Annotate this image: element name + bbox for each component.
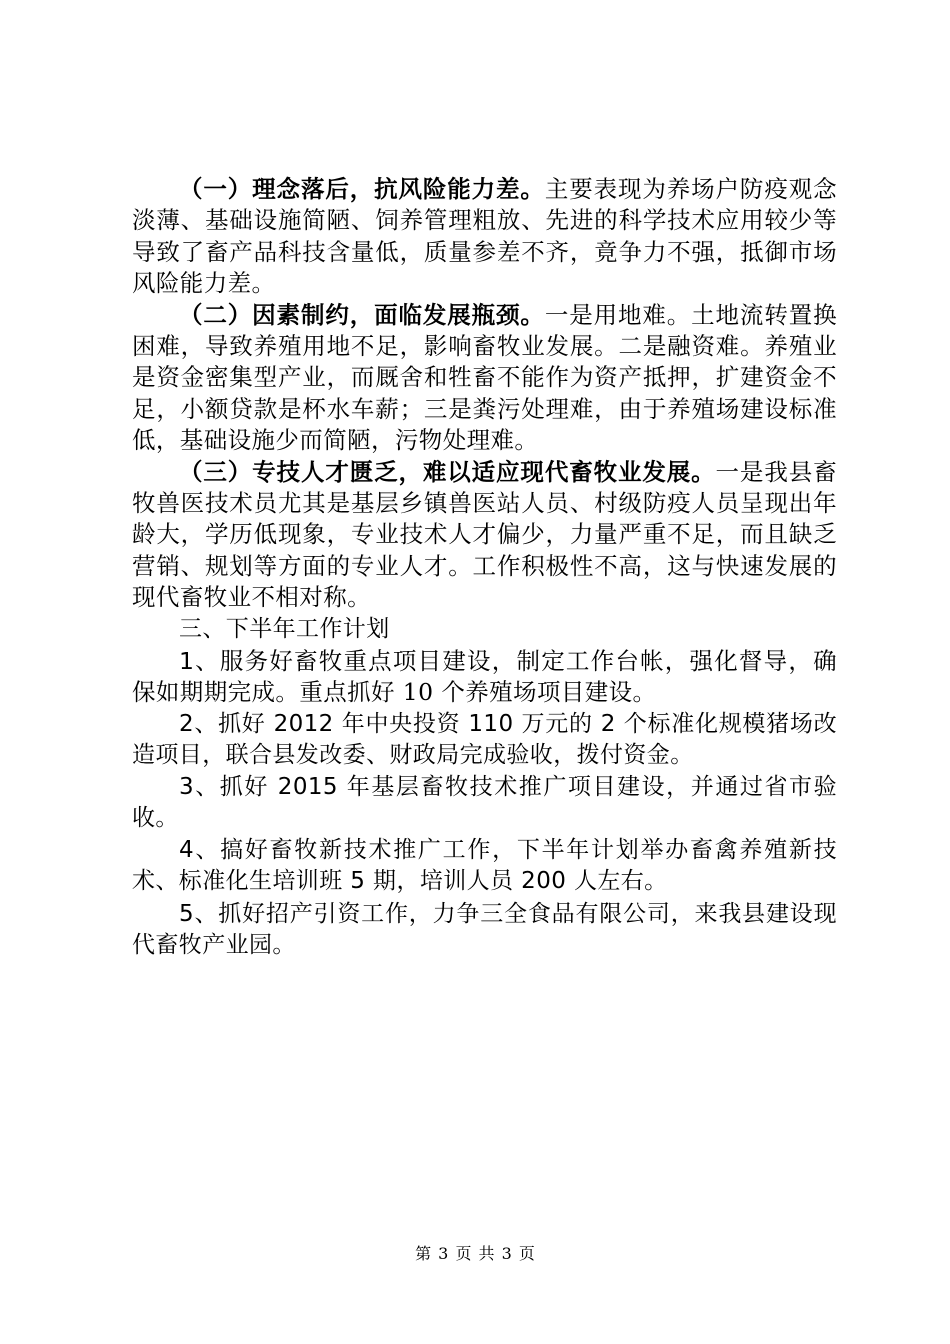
paragraph-talent-shortage [132,457,837,614]
plan-item-1 [132,646,837,708]
paragraph-heading: （一）理念落后，抗风险能力差。 [179,175,545,203]
paragraph-factor-constraints [132,300,837,457]
paragraph-concept-lag [132,174,837,300]
paragraph-text: 一是用地难。土地流转置换困难，导致养殖用地不足，影响畜牧业发展。二是融资难。养殖业是资金密集型产业，而厩舍和牲畜不能作为资产抵押，扩建资金不足，小额贷款是杯水车薪；三是粪污处理难，由于养殖场建设标准低，基础设施少而简陋，污物处理难。 [132,300,837,455]
page-number-footer: 第 3 页 共 3 页 [415,1244,535,1263]
plan-item-text: 重点抓好 10 个养殖场项目建设。 [299,677,657,706]
paragraph-text: 主要表现为养场户防疫观念淡薄、基础设施简陋、饲养管理粗放、先进的科学技术应用较少等导致了畜产品科技含量低，质量参差不齐，竟争力不强，抵御市场风险能力差。 [132,175,837,298]
plan-item-lead: 1、服务好畜牧重点项目建设，制定工作台帐，强化督导，确保如期期完成。 [132,646,837,706]
paragraph-heading: （二）因素制约，面临发展瓶颈。 [179,300,545,329]
section-heading-work-plan: 三、下半年工作计划 [179,615,390,642]
plan-item-2: 2、抓好 2012 年中央投资 110 万元的 2 个标准化规模猪场改造项目，联合县发改委、财政局完成验收，拨付资金。 [132,711,837,769]
plan-item-3: 3、抓好 2015 年基层畜牧技术推广项目建设，并通过省市验收。 [132,774,837,832]
plan-item-4: 4、搞好畜牧新技术推广工作，下半年计划举办畜禽养殖新技术、标准化生培训班 5 期，培训人员 200 人左右。 [132,837,837,895]
document-body [132,174,837,962]
paragraph-text: 一是我县畜牧兽医技术员尤其是基层乡镇兽医站人员、村级防疫人员呈现出年龄大，学历低现象，专业技术人才偏少，力量严重不足，而且缺乏营销、规划等方面的专业人才。工作积极性不高，这与快速发展的现代畜牧业不相对称。 [132,457,837,612]
plan-item-5: 5、抓好招产引资工作，力争三全食品有限公司，来我县建设现代畜牧产业园。 [132,900,837,958]
paragraph-heading: （三）专技人才匮乏，难以适应现代畜牧业发展。 [179,457,716,486]
